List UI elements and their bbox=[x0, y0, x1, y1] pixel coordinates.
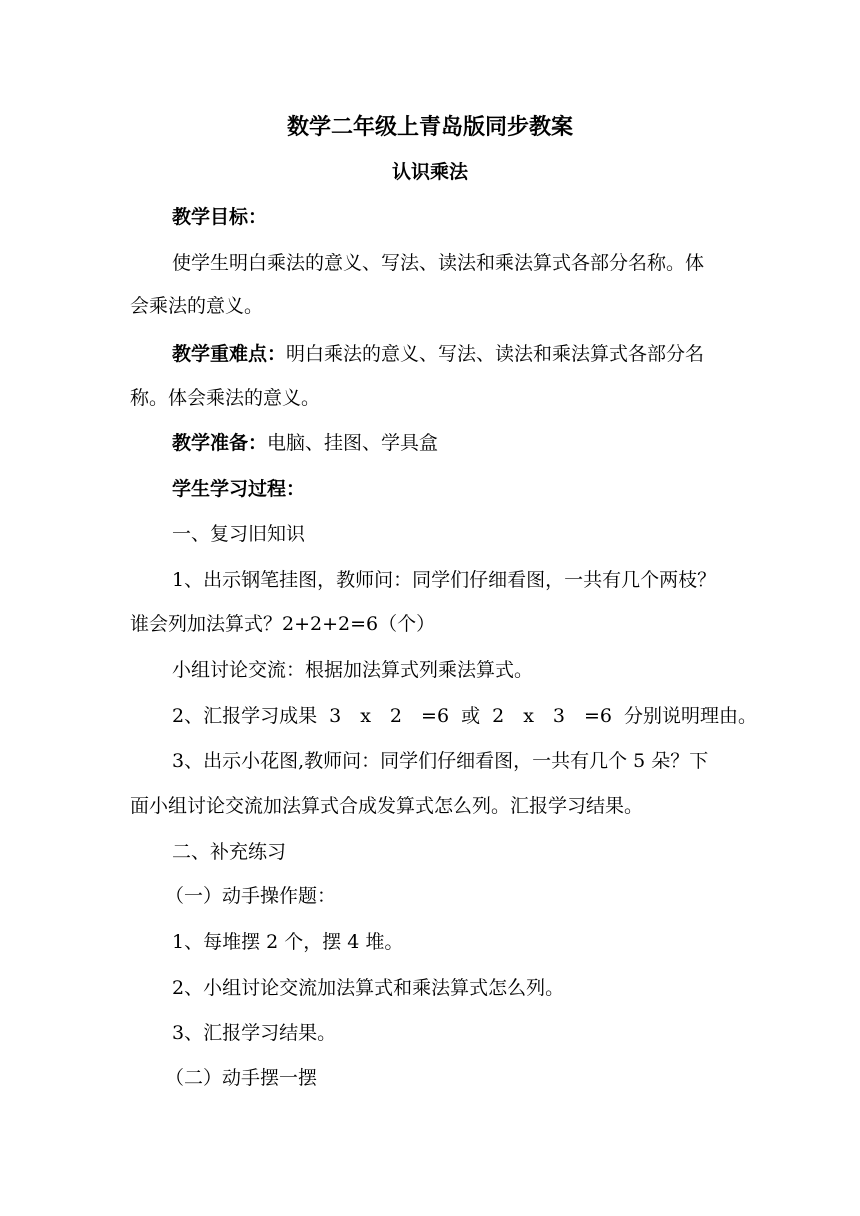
section-1-heading: 一、复习旧知识 bbox=[172, 523, 306, 545]
keypoints-text: 明白乘法的意义、写法、读法和乘法算式各部分名 bbox=[286, 343, 705, 365]
objectives-heading: 教学目标： bbox=[172, 206, 268, 228]
item-3-line-2: 面小组讨论交流加法算式合成发算式怎么列。汇报学习结果。 bbox=[130, 795, 644, 817]
document-title: 数学二年级上青岛版同步教案 bbox=[286, 115, 573, 140]
item-1-line-1: 1、出示钢笔挂图，教师问：同学们仔细看图，一共有几个两枝？ bbox=[172, 569, 717, 591]
objectives-text-line-2: 会乘法的意义。 bbox=[130, 295, 264, 317]
prep-label: 教学准备： bbox=[172, 432, 268, 454]
item-1-line-2: 谁会列加法算式？2+2+2=6（个） bbox=[130, 613, 436, 635]
subsection-1-item-2: 2、小组讨论交流加法算式和乘法算式怎么列。 bbox=[172, 977, 565, 999]
section-2-heading: 二、补充练习 bbox=[172, 841, 287, 863]
keypoints-line-2: 称。体会乘法的意义。 bbox=[130, 387, 321, 409]
subsection-2-heading: （二）动手摆一摆 bbox=[165, 1067, 318, 1089]
item-2: 2、汇报学习成果 3 x 2 =6 或 2 x 3 =6 分别说明理由。 bbox=[172, 705, 758, 727]
subsection-1-item-1: 1、每堆摆 2 个，摆 4 堆。 bbox=[172, 931, 404, 953]
objectives-text-line-1: 使学生明白乘法的意义、写法、读法和乘法算式各部分名称。体 bbox=[172, 252, 705, 274]
document-subtitle: 认识乘法 bbox=[391, 161, 468, 183]
subsection-1-item-3: 3、汇报学习结果。 bbox=[172, 1022, 337, 1044]
item-3-line-1: 3、出示小花图,教师问：同学们仔细看图，一共有几个 5 朵？下 bbox=[172, 750, 709, 772]
process-heading: 学生学习过程： bbox=[172, 478, 306, 500]
prep-text: 电脑、挂图、学具盒 bbox=[267, 432, 439, 454]
group-discussion: 小组讨论交流：根据加法算式列乘法算式。 bbox=[172, 659, 534, 681]
keypoints-label: 教学重难点： bbox=[172, 343, 287, 365]
keypoints-line-1 bbox=[172, 340, 704, 368]
prep-line bbox=[172, 429, 438, 457]
subsection-1-heading: （一）动手操作题： bbox=[165, 885, 337, 907]
